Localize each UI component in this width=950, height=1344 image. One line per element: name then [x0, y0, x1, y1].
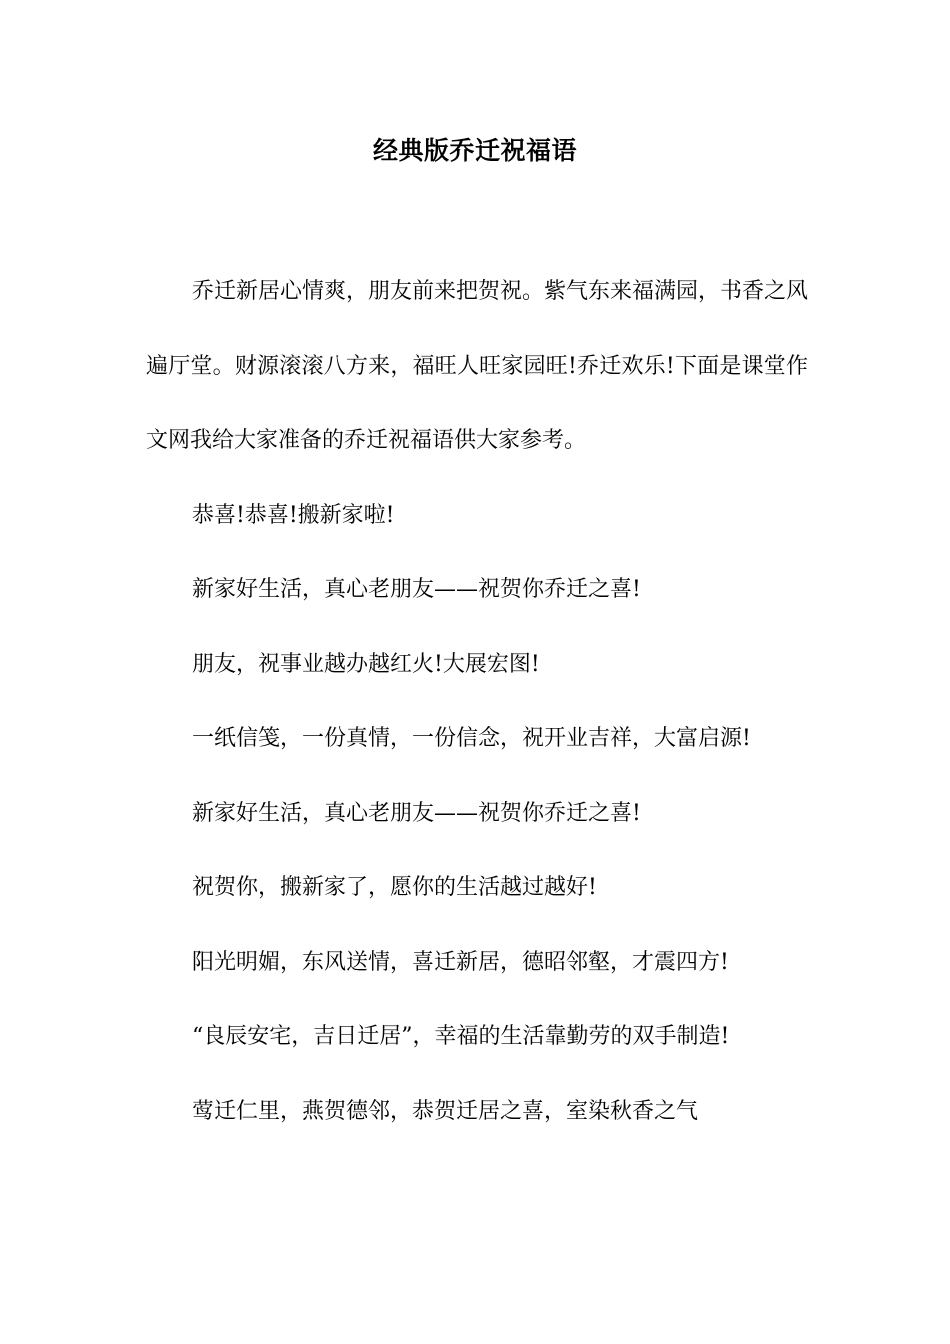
blessing-line-7: 阳光明媚，东风送情，喜迁新居，德昭邻壑，才震四方!: [192, 949, 729, 975]
blessing-line-2: 新家好生活，真心老朋友——祝贺你乔迁之喜!: [192, 577, 641, 602]
blessing-line-8: “良辰安宅，吉日迁居”，幸福的生活靠勤劳的双手制造!: [192, 1024, 730, 1049]
blessing-line-6: 祝贺你，搬新家了，愿你的生活越过越好!: [192, 875, 597, 900]
blessing-line-1: 恭喜!恭喜!搬新家啦!: [192, 502, 395, 528]
blessing-line-5: 新家好生活，真心老朋友——祝贺你乔迁之喜!: [192, 800, 641, 826]
document-body: [146, 255, 808, 1149]
intro-paragraph: 乔迁新居心情爽，朋友前来把贺祝。紫气东来福满园，书香之风遍厅堂。财源滚滚八方来，福旺人旺家园旺!乔迁欢乐!下面是课堂作文网我给大家准备的乔迁祝福语供大家参考。: [146, 279, 809, 453]
blessing-line-4: 一纸信笺，一份真情，一份信念，祝开业吉祥，大富启源!: [192, 726, 751, 751]
blessing-line-3: 朋友，祝事业越办越红火!大展宏图!: [192, 651, 540, 677]
document-title: 经典版乔迁祝福语: [372, 136, 577, 165]
blessing-line-9: 莺迁仁里，燕贺德邻，恭贺迁居之喜，室染秋香之气: [192, 1098, 699, 1124]
